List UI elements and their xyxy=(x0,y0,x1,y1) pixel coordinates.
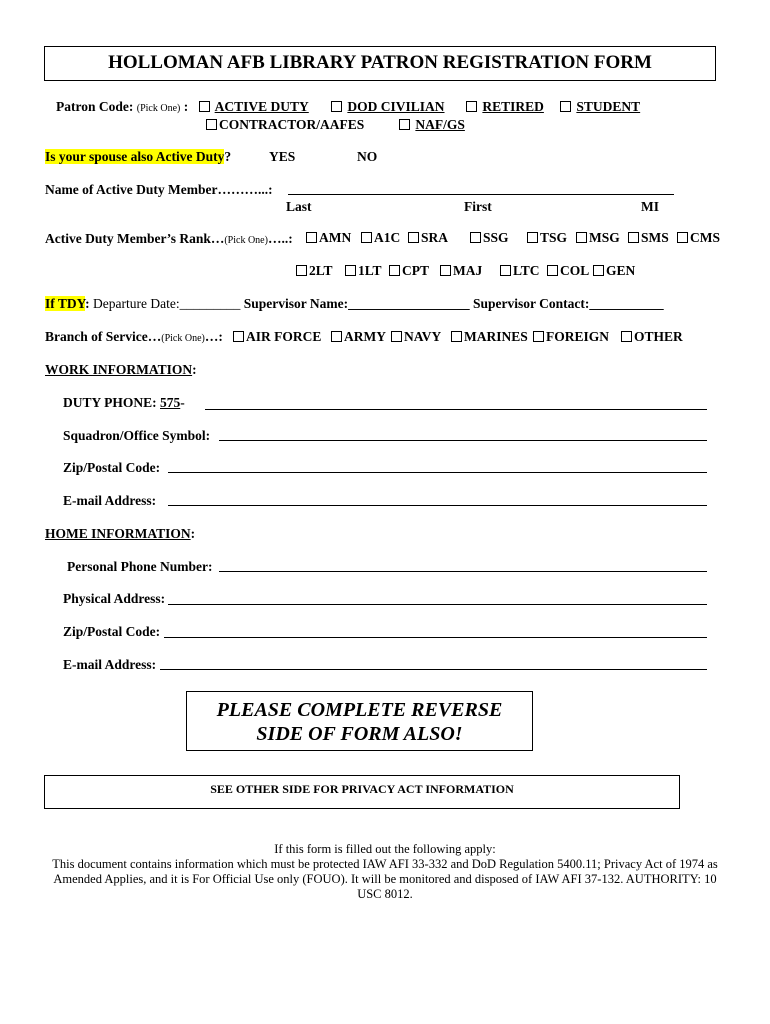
patron-option-student[interactable] xyxy=(560,99,640,115)
duty-phone-label-text: DUTY PHONE: xyxy=(63,395,157,410)
branch-label-text: Branch of Service… xyxy=(45,329,162,344)
rank-label xyxy=(45,231,293,247)
branch-dots: …: xyxy=(204,329,223,344)
patron-code-label-text: Patron Code: xyxy=(56,99,134,114)
checkbox[interactable] xyxy=(466,101,477,112)
branch-option-label: ARMY xyxy=(344,329,386,344)
squadron-field[interactable] xyxy=(219,440,707,441)
rank-a1c[interactable] xyxy=(361,230,400,246)
patron-option-label: CONTRACTOR/AAFES xyxy=(219,117,365,132)
rank-label-text: Active Duty Member’s Rank… xyxy=(45,231,225,246)
checkbox[interactable] xyxy=(440,265,451,276)
checkbox[interactable] xyxy=(296,265,307,276)
work-zip-label: Zip/Postal Code: xyxy=(63,460,161,475)
spouse-question-text: Is your spouse also Active Duty xyxy=(45,149,225,164)
checkbox[interactable] xyxy=(628,232,639,243)
patron-code-label xyxy=(56,99,188,115)
patron-option-label: ACTIVE DUTY xyxy=(214,99,309,114)
patron-option-label: NAF/GS xyxy=(415,117,465,132)
page-title: HOLLOMAN AFB LIBRARY PATRON REGISTRATION FORM xyxy=(108,52,652,73)
spouse-question-mark: ? xyxy=(224,149,232,164)
home-heading-text: HOME INFORMATION xyxy=(45,526,191,541)
checkbox[interactable] xyxy=(470,232,481,243)
checkbox[interactable] xyxy=(560,101,571,112)
tdy-colon: : xyxy=(85,296,90,311)
tdy-departure-field[interactable]: Departure Date:_________ xyxy=(93,296,241,311)
patron-option-label: RETIRED xyxy=(482,99,544,114)
rank-sra[interactable] xyxy=(408,230,448,246)
work-heading-colon: : xyxy=(192,362,197,377)
patron-option-retired[interactable] xyxy=(466,99,544,115)
branch-option-label: MARINES xyxy=(464,329,528,344)
spouse-no[interactable]: NO xyxy=(357,149,378,164)
checkbox[interactable] xyxy=(331,101,342,112)
rank-option-label: 2LT xyxy=(309,263,333,278)
duty-phone-field[interactable] xyxy=(205,409,707,410)
privacy-notice: SEE OTHER SIDE FOR PRIVACY ACT INFORMATION xyxy=(210,782,514,796)
tdy-supervisor-field[interactable]: Supervisor Name:__________________ xyxy=(243,296,470,311)
rank-ltc[interactable] xyxy=(500,263,540,279)
patron-option-contractor[interactable] xyxy=(206,117,364,133)
rank-maj[interactable] xyxy=(440,263,482,279)
home-address-label: Physical Address: xyxy=(63,591,166,606)
checkbox[interactable] xyxy=(533,331,544,342)
patron-code-colon: : xyxy=(183,99,189,114)
branch-option-label: FOREIGN xyxy=(546,329,610,344)
rank-msg[interactable] xyxy=(576,230,620,246)
tdy-lead: If TDY xyxy=(45,296,86,311)
home-phone-field[interactable] xyxy=(219,571,707,572)
rank-option-label: TSG xyxy=(540,230,568,245)
footer-intro: If this form is filled out the following apply: xyxy=(274,842,496,856)
rank-option-label: SMS xyxy=(641,230,669,245)
rank-option-label: MAJ xyxy=(453,263,483,278)
rank-ssg[interactable] xyxy=(470,230,509,246)
branch-navy[interactable] xyxy=(391,329,441,345)
branch-marines[interactable] xyxy=(451,329,528,345)
spouse-yes[interactable]: YES xyxy=(269,149,296,164)
rank-option-label: COL xyxy=(560,263,590,278)
duty-phone-dash: - xyxy=(180,395,185,410)
rank-dots: …..: xyxy=(267,231,293,246)
rank-option-label: CPT xyxy=(402,263,429,278)
tdy-contact-field[interactable]: Supervisor Contact:___________ xyxy=(472,296,664,311)
member-name-mi: MI xyxy=(641,199,659,214)
rank-gen[interactable] xyxy=(593,263,635,279)
rank-hint: (Pick One) xyxy=(224,235,268,246)
branch-label xyxy=(45,329,223,345)
patron-code-hint: (Pick One) xyxy=(136,103,181,114)
checkbox[interactable] xyxy=(361,232,372,243)
rank-option-label: AMN xyxy=(319,230,352,245)
checkbox[interactable] xyxy=(389,265,400,276)
rank-option-label: SRA xyxy=(421,230,449,245)
tdy-row xyxy=(45,296,664,312)
home-email-field[interactable] xyxy=(160,669,707,670)
rank-option-label: MSG xyxy=(589,230,620,245)
rank-option-label: 1LT xyxy=(358,263,382,278)
branch-option-label: OTHER xyxy=(634,329,683,344)
work-heading-text: WORK INFORMATION xyxy=(45,362,193,377)
branch-army[interactable] xyxy=(331,329,386,345)
branch-hint: (Pick One) xyxy=(161,333,205,344)
rank-option-label: GEN xyxy=(606,263,636,278)
footer-body: This document contains information which must be protected IAW AFI 33-332 and DoD Regulation 5400.11; Privacy Act of 1974 as Amended Applies, and it is For Official Use only (FOUO). It will be monitored and disposed of IAW AFI 37-132. AUTHORITY: 10 USC 8012. xyxy=(52,857,718,901)
home-heading xyxy=(45,526,195,542)
checkbox[interactable] xyxy=(345,265,356,276)
checkbox[interactable] xyxy=(391,331,402,342)
home-heading-colon: : xyxy=(190,526,196,541)
reverse-notice-line2: SIDE OF FORM ALSO! xyxy=(256,723,463,745)
spouse-question xyxy=(45,149,231,165)
patron-option-dod-civilian[interactable] xyxy=(331,99,445,115)
rank-cpt[interactable] xyxy=(389,263,429,279)
work-email-field[interactable] xyxy=(168,505,707,506)
member-name-last: Last xyxy=(286,199,312,214)
rank-tsg[interactable] xyxy=(527,230,567,246)
branch-air-force[interactable] xyxy=(233,329,321,345)
rank-sms[interactable] xyxy=(628,230,669,246)
branch-foreign[interactable] xyxy=(533,329,609,345)
checkbox[interactable] xyxy=(500,265,511,276)
checkbox[interactable] xyxy=(199,101,210,112)
patron-option-label: DOD CIVILIAN xyxy=(347,99,445,114)
patron-option-naf-gs[interactable] xyxy=(399,117,465,133)
home-zip-label: Zip/Postal Code: xyxy=(63,624,161,639)
branch-option-label: AIR FORCE xyxy=(246,329,322,344)
home-phone-label: Personal Phone Number: xyxy=(67,559,213,574)
member-name-first: First xyxy=(464,199,492,214)
patron-option-label: STUDENT xyxy=(576,99,641,114)
rank-1lt[interactable] xyxy=(345,263,382,279)
rank-option-label: SSG xyxy=(483,230,509,245)
checkbox[interactable] xyxy=(306,232,317,243)
home-email-label: E-mail Address: xyxy=(63,657,157,672)
rank-option-label: CMS xyxy=(690,230,720,245)
checkbox[interactable] xyxy=(593,265,604,276)
checkbox[interactable] xyxy=(576,232,587,243)
checkbox[interactable] xyxy=(547,265,558,276)
branch-other[interactable] xyxy=(621,329,683,345)
home-address-field[interactable] xyxy=(168,604,707,605)
checkbox[interactable] xyxy=(399,119,410,130)
checkbox[interactable] xyxy=(527,232,538,243)
work-email-label: E-mail Address: xyxy=(63,493,157,508)
checkbox[interactable] xyxy=(331,331,342,342)
work-zip-field[interactable] xyxy=(168,472,707,473)
checkbox[interactable] xyxy=(408,232,419,243)
duty-phone-label xyxy=(63,395,185,411)
branch-option-label: NAVY xyxy=(404,329,442,344)
rank-2lt[interactable] xyxy=(296,263,333,279)
reverse-notice-line1: PLEASE COMPLETE REVERSE xyxy=(216,699,503,721)
checkbox[interactable] xyxy=(677,232,688,243)
reverse-notice xyxy=(186,698,533,746)
member-name-label: Name of Active Duty Member………...: xyxy=(45,182,273,197)
patron-option-active-duty[interactable] xyxy=(199,99,309,115)
squadron-label: Squadron/Office Symbol: xyxy=(63,428,211,443)
work-heading xyxy=(45,362,197,378)
checkbox[interactable] xyxy=(233,331,244,342)
rank-option-label: A1C xyxy=(374,230,401,245)
checkbox[interactable] xyxy=(451,331,462,342)
rank-option-label: LTC xyxy=(513,263,540,278)
checkbox[interactable] xyxy=(621,331,632,342)
home-zip-field[interactable] xyxy=(164,637,707,638)
duty-phone-prefix: 575 xyxy=(160,395,181,410)
rank-cms[interactable] xyxy=(677,230,720,246)
member-name-field[interactable] xyxy=(288,194,674,195)
checkbox[interactable] xyxy=(206,119,217,130)
rank-col[interactable] xyxy=(547,263,589,279)
rank-amn[interactable] xyxy=(306,230,351,246)
